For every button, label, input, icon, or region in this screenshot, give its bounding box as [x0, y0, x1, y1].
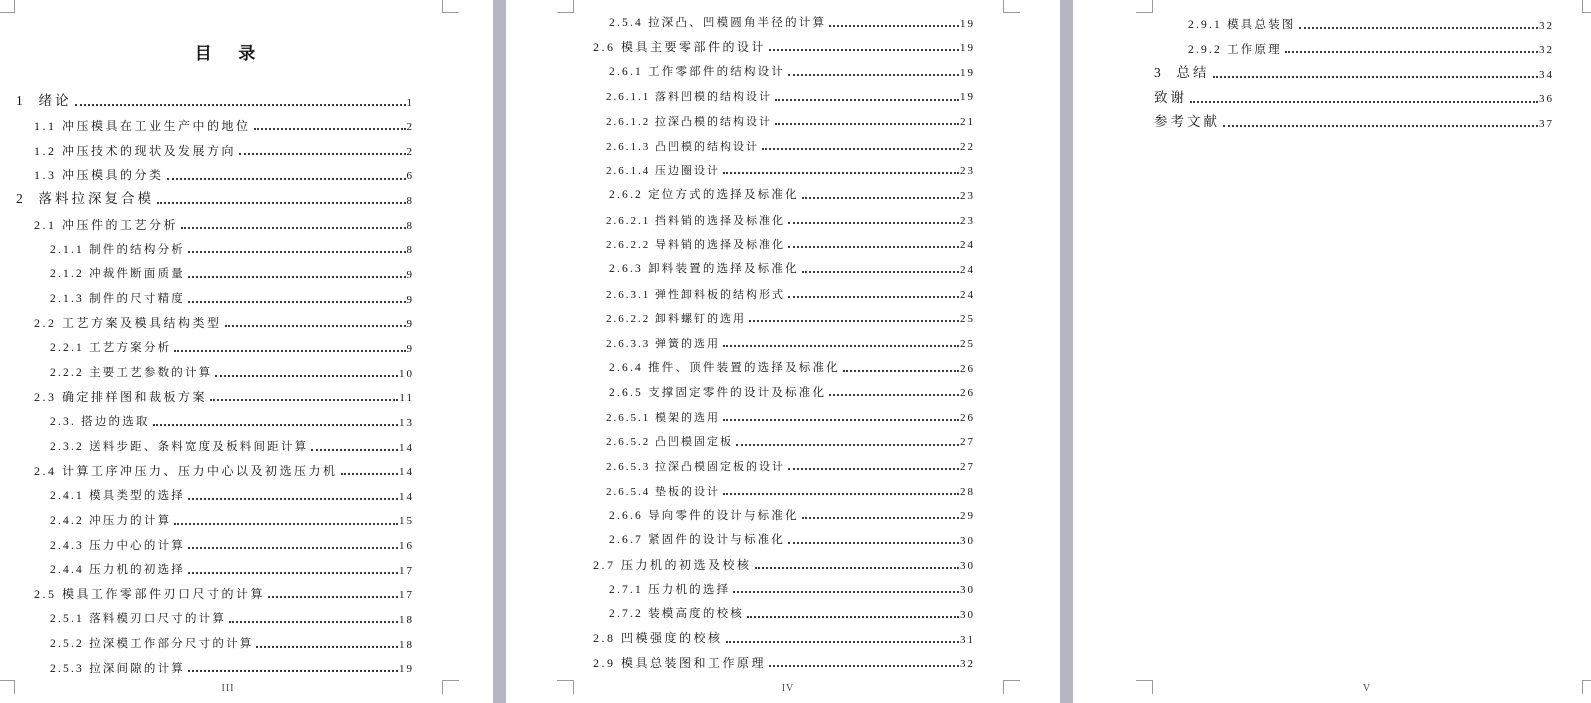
toc-entry[interactable] — [573, 254, 1003, 279]
toc-entry[interactable] — [14, 481, 442, 506]
toc-entry-label: 2.7.2 装模高度的校核 — [609, 608, 744, 621]
toc-entry-page-number: 26 — [960, 362, 975, 375]
toc-entry[interactable] — [573, 131, 1003, 156]
dot-leader — [153, 424, 398, 426]
toc-entry[interactable] — [573, 427, 1003, 452]
toc-entry-page-number: 23 — [960, 214, 975, 227]
dot-leader — [75, 104, 406, 106]
toc-entry-label: 2.5.1 落料模刃口尺寸的计算 — [50, 613, 227, 626]
toc-entry[interactable] — [14, 235, 442, 260]
toc-entry-page-number: 25 — [960, 337, 975, 350]
toc-entry-page-number: 30 — [960, 584, 975, 597]
toc-entry[interactable] — [1152, 109, 1582, 134]
toc-entry-page-number: 26 — [960, 387, 975, 400]
toc-entry[interactable] — [573, 649, 1003, 674]
toc-entry-page-number: 11 — [399, 392, 414, 405]
dot-leader — [188, 670, 398, 672]
toc-entry-page-number: 23 — [960, 190, 975, 203]
toc-entry[interactable] — [573, 304, 1003, 329]
toc-entry-page-number: 13 — [399, 416, 414, 429]
crop-mark-top-left-icon — [0, 0, 15, 13]
dot-leader — [210, 399, 398, 401]
toc-entry[interactable] — [573, 452, 1003, 477]
toc-title: 目 录 — [194, 44, 262, 63]
toc-entry-page-number: 17 — [399, 564, 414, 577]
toc-entry-label: 2.6.4 推件、顶件装置的选择及标准化 — [609, 361, 840, 374]
toc-entry-page-number: 14 — [399, 466, 414, 479]
toc-entry[interactable] — [573, 57, 1003, 82]
toc-list-page-iii — [14, 87, 442, 678]
toc-entry[interactable] — [573, 82, 1003, 107]
toc-entry-label: 3 总结 — [1154, 65, 1210, 81]
dot-leader — [268, 596, 398, 598]
toc-entry[interactable] — [14, 407, 442, 432]
toc-entry-label: 2.1.3 制件的尺寸精度 — [50, 293, 185, 306]
dot-leader — [254, 128, 406, 130]
page-gap — [1060, 0, 1073, 703]
toc-page-v — [1073, 0, 1591, 703]
toc-entry[interactable] — [14, 457, 442, 482]
toc-entry[interactable] — [573, 501, 1003, 526]
dot-leader — [802, 517, 959, 519]
toc-entry-page-number: 36 — [1539, 93, 1554, 106]
toc-entry-label: 2.6.1.1 落料凹模的结构设计 — [606, 91, 772, 104]
toc-entry-label: 2.9 模具总装图和工作原理 — [593, 656, 767, 671]
toc-entry[interactable] — [573, 156, 1003, 181]
toc-entry-page-number: 30 — [960, 608, 975, 621]
toc-entry-label: 参考文献 — [1154, 114, 1220, 130]
toc-entry-label: 2.6.3.3 弹簧的选用 — [606, 337, 720, 350]
dot-leader — [788, 222, 959, 224]
toc-entry-page-number: 21 — [960, 116, 975, 129]
toc-entry-label: 2.6.1.3 凸凹模的结构设计 — [606, 140, 759, 153]
dot-leader — [775, 99, 959, 101]
toc-entry[interactable] — [14, 506, 442, 531]
toc-entry[interactable] — [14, 580, 442, 605]
toc-entry-label: 2.9.1 模具总装图 — [1188, 19, 1296, 31]
dot-leader — [733, 591, 959, 593]
dot-leader — [256, 646, 398, 648]
toc-entry[interactable] — [14, 259, 442, 284]
toc-entry-page-number: 28 — [960, 485, 975, 498]
toc-entry[interactable] — [573, 599, 1003, 624]
toc-entry-label: 2.2.2 主要工艺参数的计算 — [50, 367, 213, 380]
toc-entry-page-number: 27 — [960, 436, 975, 449]
toc-entry[interactable] — [573, 180, 1003, 205]
dot-leader — [829, 25, 959, 27]
toc-entry-page-number: 2 — [406, 145, 414, 158]
dot-leader — [215, 375, 398, 377]
toc-entry-label: 2.2 工艺方案及模具结构类型 — [34, 316, 222, 331]
toc-entry-label: 2.6.5.4 垫板的设计 — [606, 485, 720, 498]
toc-entry-label: 2.6.3.1 弹性卸料板的结构形式 — [606, 288, 785, 301]
toc-entry-label: 2.6.1 工作零部件的结构设计 — [609, 66, 786, 79]
toc-entry-label: 2.6.2.1 挡料销的选择及标准化 — [606, 214, 785, 227]
toc-entry-page-number: 14 — [399, 441, 414, 454]
toc-entry-page-number: 30 — [960, 535, 975, 547]
dot-leader — [174, 523, 398, 525]
toc-entry-page-number: 19 — [399, 663, 414, 676]
dot-leader — [775, 123, 959, 125]
toc-entry[interactable] — [573, 476, 1003, 501]
crop-mark-bottom-left-icon — [1136, 680, 1153, 694]
toc-entry[interactable] — [1152, 10, 1582, 35]
toc-entry-label: 2.6.2 定位方式的选择及标准化 — [609, 189, 799, 202]
crop-mark-bottom-right-icon — [1582, 680, 1591, 694]
toc-entry-label: 2.7 压力机的初选及校核 — [593, 557, 752, 572]
dot-leader — [723, 419, 959, 421]
dot-leader — [802, 197, 959, 199]
dot-leader — [723, 493, 959, 495]
dot-leader — [239, 153, 405, 155]
dot-leader — [1190, 101, 1538, 103]
dot-leader — [755, 567, 959, 569]
toc-entry[interactable] — [573, 107, 1003, 132]
toc-page-iii — [0, 0, 493, 703]
crop-mark-top-left-icon — [557, 0, 574, 13]
toc-list-page-iv — [573, 8, 1003, 673]
toc-entry[interactable] — [14, 309, 442, 334]
toc-entry-page-number: 32 — [960, 658, 975, 671]
toc-entry-label: 2.6.5.1 模架的选用 — [606, 411, 720, 424]
toc-entry-page-number: 8 — [406, 195, 414, 208]
toc-entry-label: 2.4.3 压力中心的计算 — [50, 539, 185, 552]
toc-entry-page-number: 10 — [399, 367, 414, 380]
toc-entry-page-number: 34 — [1539, 68, 1554, 81]
toc-entry-page-number: 24 — [960, 263, 975, 276]
toc-entry[interactable] — [14, 333, 442, 358]
toc-entry[interactable] — [14, 87, 442, 112]
dot-leader — [1285, 51, 1538, 53]
dot-leader — [749, 320, 959, 322]
toc-entry-label: 2.6.3 卸料装置的选择及标准化 — [609, 263, 799, 276]
toc-entry-page-number: 24 — [960, 288, 975, 301]
crop-mark-bottom-left-icon — [557, 680, 574, 694]
toc-entry[interactable] — [1152, 35, 1582, 60]
page-number-footer: IV — [781, 683, 795, 694]
dot-leader — [188, 251, 406, 253]
toc-entry[interactable] — [14, 210, 442, 235]
text-area — [14, 12, 442, 694]
toc-entry-page-number: 19 — [960, 42, 975, 55]
text-area — [573, 12, 1003, 694]
dot-leader — [769, 49, 959, 51]
toc-entry-label: 1.1 冲压模具在工业生产中的地位 — [34, 119, 251, 134]
toc-entry[interactable] — [573, 378, 1003, 403]
toc-entry-page-number: 2 — [406, 121, 414, 134]
toc-entry-page-number: 6 — [406, 170, 414, 183]
dot-leader — [802, 271, 959, 273]
toc-entry-label: 2.7.1 压力机的选择 — [609, 583, 731, 596]
toc-entry-label: 2 落料拉深复合模 — [16, 191, 154, 207]
toc-page-iv — [506, 0, 1060, 703]
toc-entry[interactable] — [14, 136, 442, 161]
toc-entry[interactable] — [14, 531, 442, 556]
toc-entry-label: 1.3 冲压模具的分类 — [34, 168, 164, 183]
toc-entry-label: 2.1.2 冲裁件断面质量 — [50, 268, 185, 281]
toc-entry-label: 1.2 冲压技术的现状及发展方向 — [34, 143, 237, 158]
toc-entry-label: 2.4.4 压力机的初选择 — [50, 564, 185, 577]
crop-mark-top-right-icon — [1003, 0, 1020, 13]
dot-leader — [843, 370, 959, 372]
toc-entry-label: 2.5.3 拉深间隙的计算 — [50, 662, 185, 675]
crop-mark-bottom-left-icon — [0, 680, 15, 694]
dot-leader — [723, 172, 959, 174]
dot-leader — [723, 345, 959, 347]
dot-leader — [188, 498, 398, 500]
dot-leader — [188, 572, 398, 574]
toc-entry-page-number: 37 — [1539, 118, 1554, 131]
toc-entry-label: 致谢 — [1154, 89, 1187, 105]
crop-mark-bottom-right-icon — [1003, 680, 1020, 694]
toc-entry-page-number: 9 — [406, 342, 414, 355]
dot-leader — [181, 227, 405, 229]
toc-entry-page-number: 19 — [960, 17, 975, 30]
toc-entry-page-number: 27 — [960, 461, 975, 474]
toc-entry[interactable] — [573, 33, 1003, 58]
dot-leader — [788, 542, 959, 544]
toc-entry-page-number: 29 — [960, 510, 975, 523]
toc-entry-label: 2.3.2 送料步距、条料宽度及板料间距计算 — [50, 440, 309, 453]
dot-leader — [188, 547, 398, 549]
dot-leader — [311, 449, 398, 451]
toc-entry[interactable] — [573, 624, 1003, 649]
dot-leader — [1299, 27, 1538, 29]
dot-leader — [762, 148, 959, 150]
toc-entry-page-number: 8 — [406, 244, 414, 257]
toc-entry-label: 2.4 计算工序冲压力、压力中心以及初选压力机 — [34, 464, 338, 479]
toc-entry[interactable] — [14, 186, 442, 211]
toc-entry[interactable] — [14, 112, 442, 137]
toc-entry[interactable] — [14, 555, 442, 580]
toc-entry[interactable] — [14, 629, 442, 654]
toc-entry-page-number: 24 — [960, 239, 975, 252]
toc-entry-page-number: 15 — [399, 515, 414, 528]
crop-mark-bottom-right-icon — [442, 680, 459, 694]
toc-entry-label: 2.1 冲压件的工艺分析 — [34, 217, 179, 232]
toc-entry-label: 2.8 凹模强度的校核 — [593, 631, 723, 646]
toc-entry-page-number: 19 — [960, 91, 975, 104]
toc-entry-page-number: 18 — [399, 638, 414, 651]
dot-leader — [788, 296, 959, 298]
dot-leader — [736, 444, 959, 446]
text-area — [1152, 12, 1582, 694]
toc-entry-label: 2.3 确定排样图和裁板方案 — [34, 390, 208, 405]
toc-entry[interactable] — [573, 279, 1003, 304]
toc-entry[interactable] — [573, 353, 1003, 378]
dot-leader — [829, 394, 959, 396]
toc-entry-label: 2.6.1.4 压边圈设计 — [606, 165, 720, 178]
toc-entry-label: 2.5.4 拉深凸、凹模圆角半径的计算 — [609, 17, 827, 29]
crop-mark-top-left-icon — [1136, 0, 1153, 13]
toc-entry-label: 2.9.2 工作原理 — [1188, 43, 1282, 56]
toc-entry-page-number: 32 — [1539, 44, 1554, 57]
dot-leader — [747, 616, 959, 618]
toc-entry-page-number: 9 — [406, 293, 414, 306]
toc-entry[interactable] — [573, 575, 1003, 600]
toc-entry[interactable] — [1152, 59, 1582, 84]
toc-entry-label: 2.4.1 模具类型的选择 — [50, 490, 185, 503]
toc-entry[interactable] — [573, 8, 1003, 33]
dot-leader — [229, 621, 398, 623]
toc-entry[interactable] — [573, 525, 1003, 550]
toc-entry-page-number: 26 — [960, 411, 975, 424]
toc-entry-page-number: 9 — [406, 318, 414, 331]
toc-entry-page-number: 30 — [960, 559, 975, 572]
dot-leader — [726, 641, 959, 643]
toc-entry[interactable] — [573, 328, 1003, 353]
toc-entry-page-number: 31 — [960, 633, 975, 646]
dot-leader — [188, 276, 406, 278]
toc-entry[interactable] — [14, 654, 442, 679]
toc-entry-label: 1 绪论 — [16, 92, 72, 108]
toc-list-page-v — [1152, 10, 1582, 133]
toc-entry-label: 2.6.6 导向零件的设计与标准化 — [609, 509, 799, 522]
page-number-footer: III — [221, 683, 235, 694]
toc-entry[interactable] — [14, 432, 442, 457]
toc-entry-label: 2.3. 搭边的选取 — [50, 416, 150, 429]
crop-mark-top-right-icon — [442, 0, 459, 13]
toc-entry-page-number: 23 — [960, 165, 975, 178]
dot-leader — [1223, 125, 1538, 127]
toc-entry[interactable] — [14, 604, 442, 629]
dot-leader — [157, 202, 406, 204]
toc-entry-label: 2.6.5.2 凸凹模固定板 — [606, 436, 733, 449]
dot-leader — [788, 468, 959, 470]
toc-entry-page-number: 14 — [399, 490, 414, 503]
dot-leader — [788, 246, 959, 248]
dot-leader — [174, 350, 405, 352]
toc-entry-page-number: 1 — [406, 96, 414, 109]
toc-entry-label: 2.6.2.2 卸料螺钉的选用 — [606, 313, 746, 326]
toc-entry-label: 2.6.1.2 拉深凸模的结构设计 — [606, 116, 772, 129]
dot-leader — [225, 325, 406, 327]
toc-entry-page-number: 25 — [960, 313, 975, 326]
toc-entry[interactable] — [14, 383, 442, 408]
toc-entry-page-number: 32 — [1539, 19, 1554, 32]
toc-entry-page-number: 22 — [960, 140, 975, 153]
toc-entry-label: 2.4.2 冲压力的计算 — [50, 514, 172, 527]
toc-entry-label: 2.5 模具工作零部件刃口尺寸的计算 — [34, 587, 266, 602]
dot-leader — [769, 665, 959, 667]
toc-entry-label: 2.5.2 拉深模工作部分尺寸的计算 — [50, 638, 254, 651]
toc-entry[interactable] — [573, 402, 1003, 427]
toc-entry-page-number: 16 — [399, 540, 414, 553]
toc-entry[interactable] — [573, 230, 1003, 255]
toc-entry-page-number: 18 — [399, 614, 414, 626]
toc-entry-page-number: 17 — [399, 589, 414, 602]
toc-entry-page-number: 8 — [406, 219, 414, 232]
dot-leader — [788, 74, 959, 76]
toc-entry-label: 2.6.2.2 导料销的选择及标准化 — [606, 239, 785, 252]
toc-entry-label: 2.6.5.3 拉深凸模固定板的设计 — [606, 461, 785, 474]
toc-entry[interactable] — [573, 205, 1003, 230]
toc-entry-label: 2.6.5 支撑固定零件的设计及标准化 — [609, 386, 827, 399]
toc-entry[interactable] — [14, 284, 442, 309]
toc-entry-page-number: 9 — [406, 269, 414, 282]
toc-entry[interactable] — [14, 161, 442, 186]
toc-entry-label: 2.6.7 紧固件的设计与标准化 — [609, 534, 786, 547]
dot-leader — [188, 301, 406, 303]
toc-entry-page-number: 19 — [960, 66, 975, 79]
crop-mark-top-right-icon — [1582, 0, 1591, 13]
dot-leader — [341, 473, 398, 475]
toc-entry-label: 2.2.1 工艺方案分析 — [50, 342, 172, 355]
toc-entry[interactable] — [14, 358, 442, 383]
page-number-footer: V — [1362, 683, 1372, 694]
toc-entry[interactable] — [1152, 84, 1582, 109]
toc-entry[interactable] — [573, 550, 1003, 575]
dot-leader — [167, 178, 406, 180]
page-gap — [493, 0, 506, 703]
toc-entry-label: 2.6 模具主要零部件的设计 — [593, 40, 767, 55]
toc-entry-label: 2.1.1 制件的结构分析 — [50, 243, 185, 256]
dot-leader — [1213, 76, 1539, 78]
